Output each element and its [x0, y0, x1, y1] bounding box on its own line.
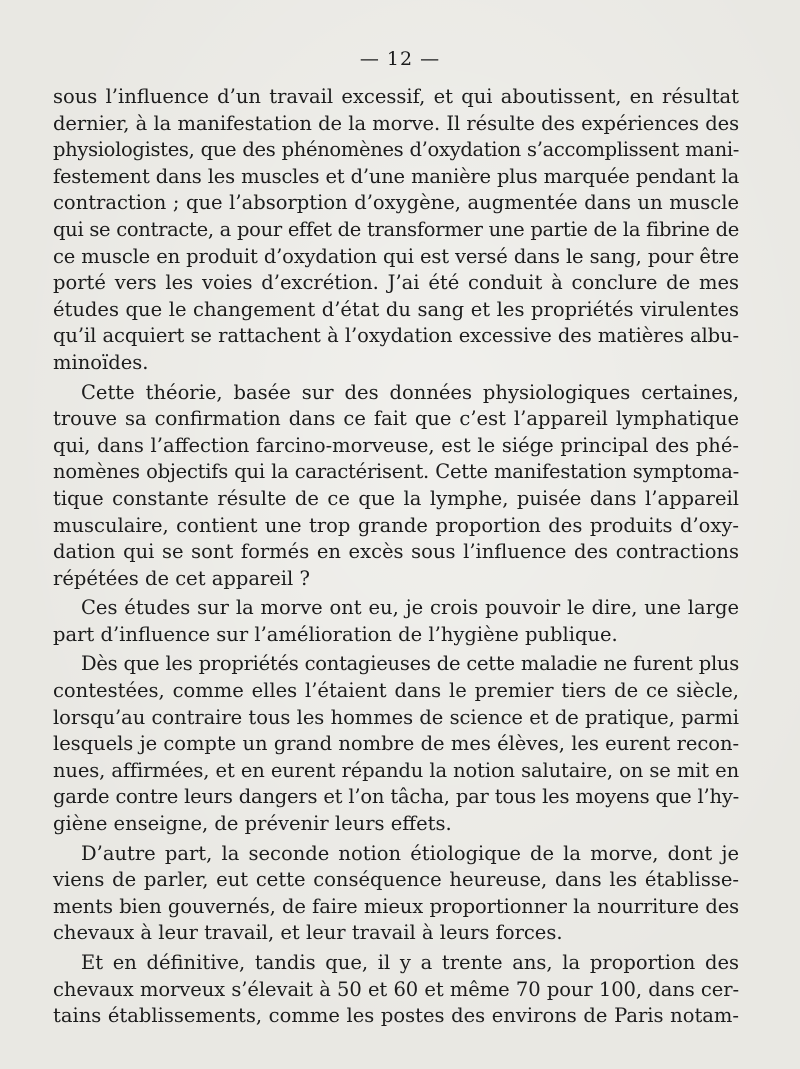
text-line: Ces études sur la morve ont eu, je crois pouvoir le dire, une large	[81, 596, 739, 620]
text-line: répétées de cet appareil ?	[53, 566, 310, 590]
text-line: giène enseigne, de prévenir leurs effets.	[53, 812, 452, 836]
text-line: festement dans les muscles et d’une manière plus marquée pendant la	[53, 164, 739, 188]
text-line: porté vers les voies d’excrétion. J’ai été conduit à conclure de mes	[53, 271, 739, 295]
paragraph	[53, 84, 739, 377]
text-line: nues, affirmées, et en eurent répandu la notion salutaire, on se mit en	[53, 758, 739, 782]
text-line: tique constante résulte de ce que la lymphe, puisée dans l’appareil	[53, 486, 739, 510]
paragraph	[53, 380, 739, 593]
text-line: dation qui se sont formés en excès sous l’influence des contractions	[53, 540, 739, 564]
text-line: trouve sa confirmation dans ce fait que c’est l’appareil lymphatique	[53, 407, 739, 431]
paragraph	[53, 595, 739, 648]
text-line: Dès que les propriétés contagieuses de cette maladie ne furent plus	[81, 652, 739, 676]
text-line: D’autre part, la seconde notion étiologique de la morve, dont je	[81, 841, 739, 865]
text-line: part d’influence sur l’amélioration de l’hygiène publique.	[53, 622, 618, 646]
text-line: qui, dans l’affection farcino-morveuse, est le siége principal des phé-	[53, 433, 739, 457]
text-line: garde contre leurs dangers et l’on tâcha, par tous les moyens que l’hy-	[53, 785, 739, 809]
text-line: physiologistes, que des phénomènes d’oxydation s’accomplissent mani-	[53, 138, 739, 162]
text-line: ce muscle en produit d’oxydation qui est versé dans le sang, pour être	[53, 244, 739, 268]
text-line: viens de parler, eut cette conséquence heureuse, dans les établisse-	[53, 868, 739, 892]
text-line: études que le changement d’état du sang et les propriétés virulentes	[53, 297, 739, 321]
text-line: qu’il acquiert se rattachent à l’oxydation excessive des matières albu-	[53, 324, 739, 348]
text-line: dernier, à la manifestation de la morve. Il résulte des expériences des	[53, 111, 739, 135]
text-line: Et en définitive, tandis que, il y a trente ans, la proportion des	[81, 951, 739, 974]
text-line: chevaux morveux s’élevait à 50 et 60 et même 70 pour 100, dans cer-	[53, 977, 739, 1001]
text-line: contestées, comme elles l’étaient dans le premier tiers de ce siècle,	[53, 679, 739, 703]
text-line: chevaux à leur travail, et leur travail à leurs forces.	[53, 921, 563, 945]
paragraph	[53, 950, 739, 1030]
page-number: — 12 —	[359, 48, 441, 70]
text-line: minoïdes.	[53, 350, 149, 374]
text-line: contraction ; que l’absorption d’oxygène, augmentée dans un muscle	[53, 191, 739, 215]
text-line: musculaire, contient une trop grande proportion des produits d’oxy-	[53, 513, 739, 537]
body-text	[53, 84, 739, 1033]
text-line: qui se contracte, a pour effet de transformer une partie de la fibrine de	[53, 217, 739, 241]
paragraph	[53, 841, 739, 947]
paragraph	[53, 651, 739, 837]
text-line: lesquels je compte un grand nombre de mes élèves, les eurent recon-	[53, 732, 739, 756]
text-line: Cette théorie, basée sur des données physiologiques certaines,	[81, 380, 739, 404]
text-line: nomènes objectifs qui la caractérisent. Cette manifestation symptoma-	[53, 460, 739, 484]
text-line: tains établissements, comme les postes des environs de Paris notam-	[53, 1004, 739, 1028]
text-line: lorsqu’au contraire tous les hommes de science et de pratique, parmi	[53, 705, 739, 729]
text-line: sous l’influence d’un travail excessif, et qui aboutissent, en résultat	[53, 85, 739, 108]
text-line: ments bien gouvernés, de faire mieux proportionner la nourriture des	[53, 894, 739, 918]
